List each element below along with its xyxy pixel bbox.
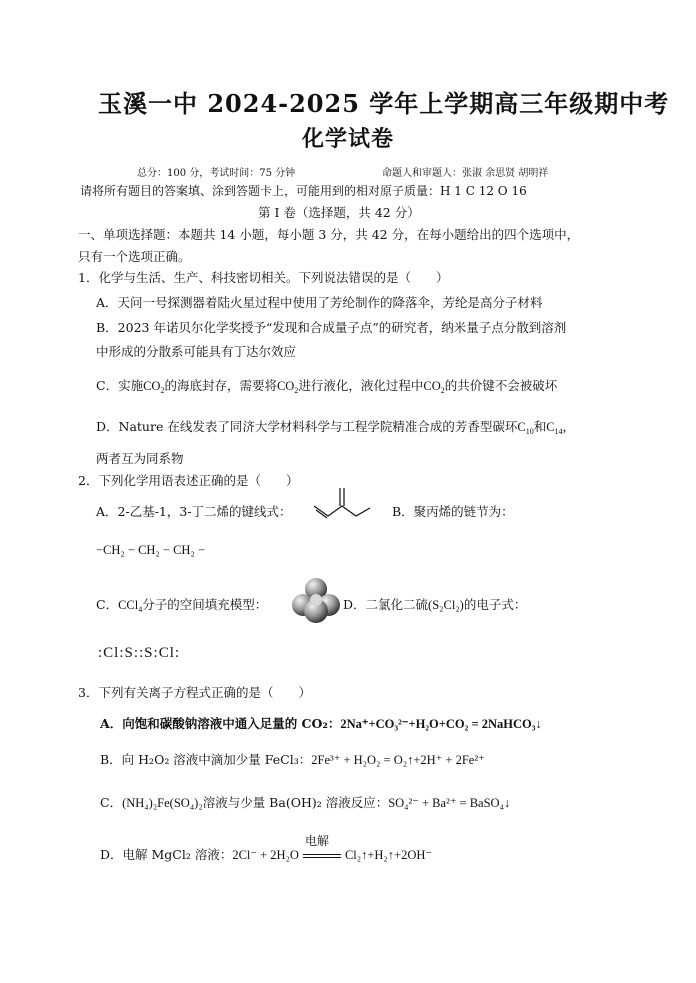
q3-b-prefix: B．向 H₂O₂ 溶液中滴加少量 FeCl₃： [100,752,312,767]
page-subtitle: 化学试卷 [302,126,395,152]
q3-option-c [100,793,510,811]
q3-c-mid: 溶液与少量 Ba(OH)₂ 溶液反应： [202,795,389,810]
q1-d-and: 和 [533,419,547,434]
polypropylene-chain: −CH₂ − CH₂ − CH₂ − [96,543,205,557]
exam-meta-total: 总分：100 分，考试时间：75 分钟 [137,168,296,179]
q1-c-prefix: C．实施 [96,378,144,393]
q3-d-rhs: Cl₂↑+H₂↑+2OH⁻ [344,848,432,862]
q1-c-mid2: 进行液化，液化过程中 [298,378,424,393]
q3-d-prefix: D．电解 MgCl₂ 溶液： [100,847,233,862]
q2-option-a: A．2-乙基-1，3-丁二烯的键线式： [96,504,292,519]
q2-option-c [96,595,267,614]
c14-formula: $C_{14}$ [546,420,563,436]
q2-stem: 2．下列化学用语表述正确的是（ ） [78,473,299,488]
q1-d-prefix: D．Nature 在线发表了同济大学材料科学与工程学院精准合成的芳香型碳环 [96,419,518,434]
q3-c-prefix: C． [100,795,123,810]
s2cl2-lewis-structure: :Cl:S::S:Cl: [98,645,181,661]
q1-option-b-line1: B．2023 年诺贝尔化学奖授予“发现和合成量子点”的研究者，纳米量子点分散到溶剂 [96,320,567,335]
skeletal-formula-diagram [312,484,376,526]
q1-option-d [96,417,575,436]
q2-option-b: B．聚丙烯的链节为： [392,504,514,519]
instructions: 请将所有题目的答案填、涂到答题卡上，可能用到的相对原子质量：H 1 C 12 O 16 [80,184,527,198]
s2cl2-formula: (S₂Cl₂) [428,598,464,612]
q2-d-suffix: 的电子式： [463,597,527,612]
page-title: 玉溪一中 2024-2025 学年上学期高三年级期中考 [98,89,670,118]
co2-formula: $CO_2$ [276,379,299,395]
q3-option-b [100,750,485,768]
q3-a-equation: 2Na⁺+CO₃²⁻+H₂O+CO₂ = 2NaHCO₃↓ [340,717,542,731]
q3-c-equation: SO₄²⁻ + Ba²⁺ = BaSO₄↓ [388,796,511,810]
q2-option-d [343,595,526,613]
q3-option-d [100,833,432,863]
q1-option-b-line2: 中形成的分散系可能具有丁达尔效应 [96,344,297,359]
q1-option-d-line2: 两者互为同系物 [96,451,184,466]
q3-stem: 3．下列有关离子方程式正确的是（ ） [78,685,311,700]
section-intro-line1: 一、单项选择题：本题共 14 小题，每小题 3 分，共 42 分，在每小题给出的四个选项中， [78,227,580,242]
ccl4-formula: CCl$_4$ [118,598,143,614]
q1-option-c [96,376,557,395]
co2-formula: $CO_2$ [423,379,445,395]
ccl4-space-filling-model [292,578,340,624]
q1-option-a: A．天问一号探测器着陆火星过程中使用了芳纶制作的降落伞，芳纶是高分子材料 [96,295,543,310]
q1-d-end: ， [562,419,576,434]
q3-b-equation: 2Fe³⁺ + H₂O₂ = O₂↑+2H⁺ + 2Fe²⁺ [311,753,485,767]
q2-d-prefix: D．二氯化二硫 [343,597,429,612]
q2-c-prefix: C． [96,597,119,612]
q3-a-prefix: A．向饱和碳酸钠溶液中通入足量的 CO₂： [100,716,341,731]
exam-meta-authors: 命题人和审题人：张淑 余思贤 胡明祥 [382,168,549,179]
q2-c-suffix: 分子的空间填充模型： [142,597,268,612]
part-title: 第 I 卷（选择题，共 42 分） [258,205,420,220]
q1-c-suffix: 的共价键不会被破坏 [444,378,558,393]
q1-stem: 1．化学与生活、生产、科技密切相关。下列说法错误的是（ ） [78,270,449,285]
q3-d-lhs: 2Cl⁻ + 2H₂O [232,848,299,862]
q1-c-mid1: 的海底封存，需要将 [164,378,277,393]
electrolysis-arrow [303,833,341,862]
electrolysis-condition: 电解 [304,833,329,848]
section-intro-line2: 只有一个选项正确。 [78,249,191,264]
q3-c-formula: (NH₄)₂Fe(SO₄)₂ [122,796,203,810]
c10-formula: $C_{10}$ [517,420,534,436]
co2-formula: $CO_2$ [143,379,165,395]
q3-option-a [100,714,542,732]
